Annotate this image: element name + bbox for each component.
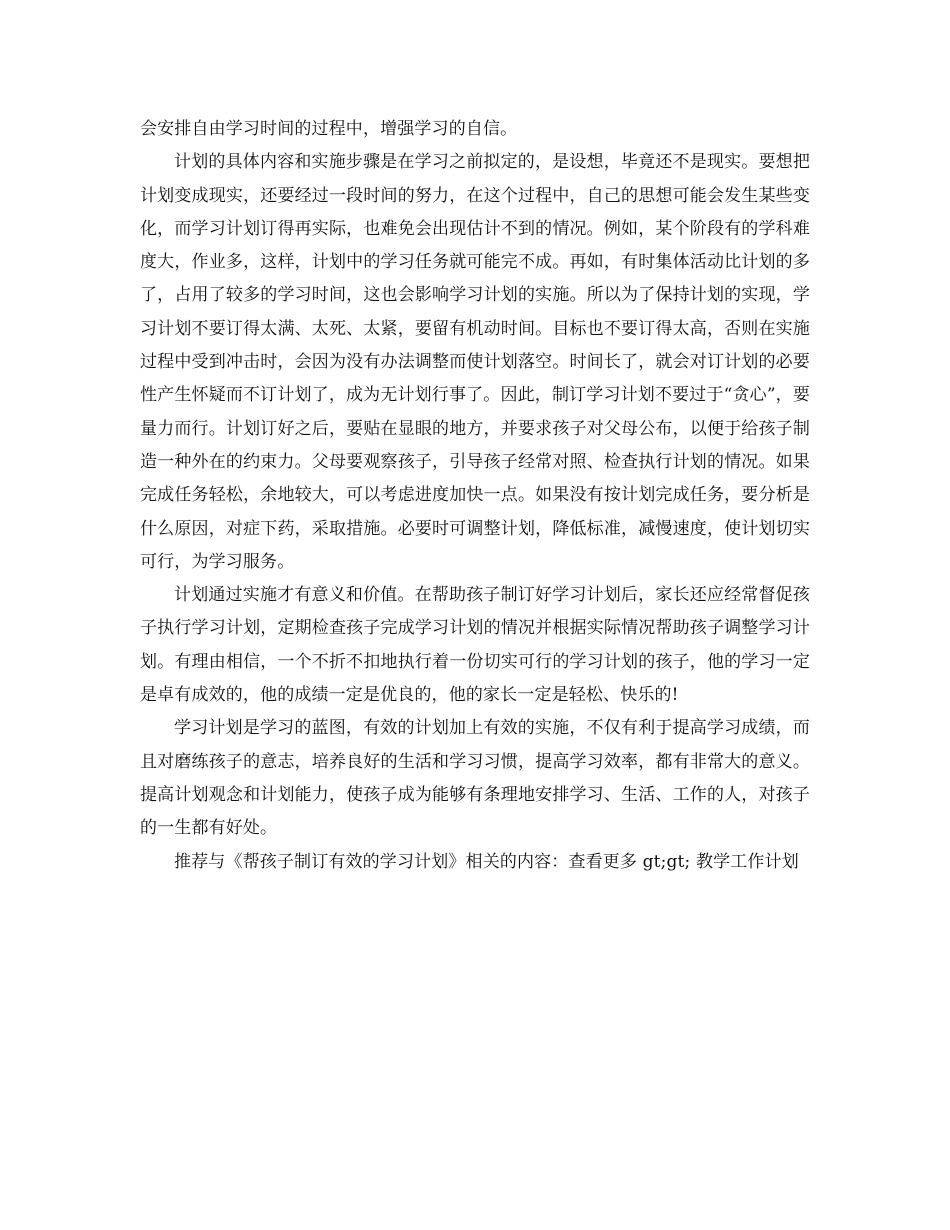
paragraph-plan-blueprint: 学习计划是学习的蓝图，有效的计划加上有效的实施，不仅有利于提高学习成绩，而且对磨练孩子的意志，培养良好的生活和学习习惯，提高学习效率，都有非常大的意义。提高计划观念和计划能力，使孩子成为能够有条理地安排学习、生活、工作的人，对孩子的一生都有好处。	[140, 718, 810, 839]
paragraph-related-content: 推荐与《帮孩子制订有效的学习计划》相关的内容：查看更多 gt;gt; 教学工作计划	[174, 851, 799, 872]
document-body	[140, 113, 810, 879]
paragraph-plan-implementation: 计划通过实施才有意义和价值。在帮助孩子制订好学习计划后，家长还应经常督促孩子执行学习计划，定期检查孩子完成学习计划的情况并根据实际情况帮助孩子调整学习计划。有理由相信，一个不折不扣地执行着一份切实可行的学习计划的孩子，他的学习一定是卓有成效的，他的成绩一定是优良的，他的家长一定是轻松、快乐的!	[140, 585, 810, 706]
paragraph-continued: 会安排自由学习时间的过程中，增强学习的自信。	[140, 119, 518, 139]
paragraph-plan-adjustment: 计划的具体内容和实施步骤是在学习之前拟定的，是设想，毕竟还不是现实。要想把计划变成现实，还要经过一段时间的努力，在这个过程中，自己的思想可能会发生某些变化，而学习计划订得再实际，也难免会出现估计不到的情况。例如，某个阶段有的学科难度大，作业多，这样，计划中的学习任务就可能完不成。再如，有时集体活动比计划的多了，占用了较多的学习时间，这也会影响学习计划的实施。所以为了保持计划的实现，学习计划不要订得太满、太死、太紧，要留有机动时间。目标也不要订得太高，否则在实施过程中受到冲击时，会因为没有办法调整而使计划落空。时间长了，就会对订计划的必要性产生怀疑而不订计划了，成为无计划行事了。因此，制订学习计划不要过于“贪心”，要量力而行。计划订好之后，要贴在显眼的地方，并要求孩子对父母公布，以便于给孩子制造一种外在的约束力。父母要观察孩子，引导孩子经常对照、检查执行计划的情况。如果完成任务轻松，余地较大，可以考虑进度加快一点。如果没有按计划完成任务，要分析是什么原因，对症下药，采取措施。必要时可调整计划，降低标准，减慢速度，使计划切实可行，为学习服务。	[140, 152, 810, 572]
